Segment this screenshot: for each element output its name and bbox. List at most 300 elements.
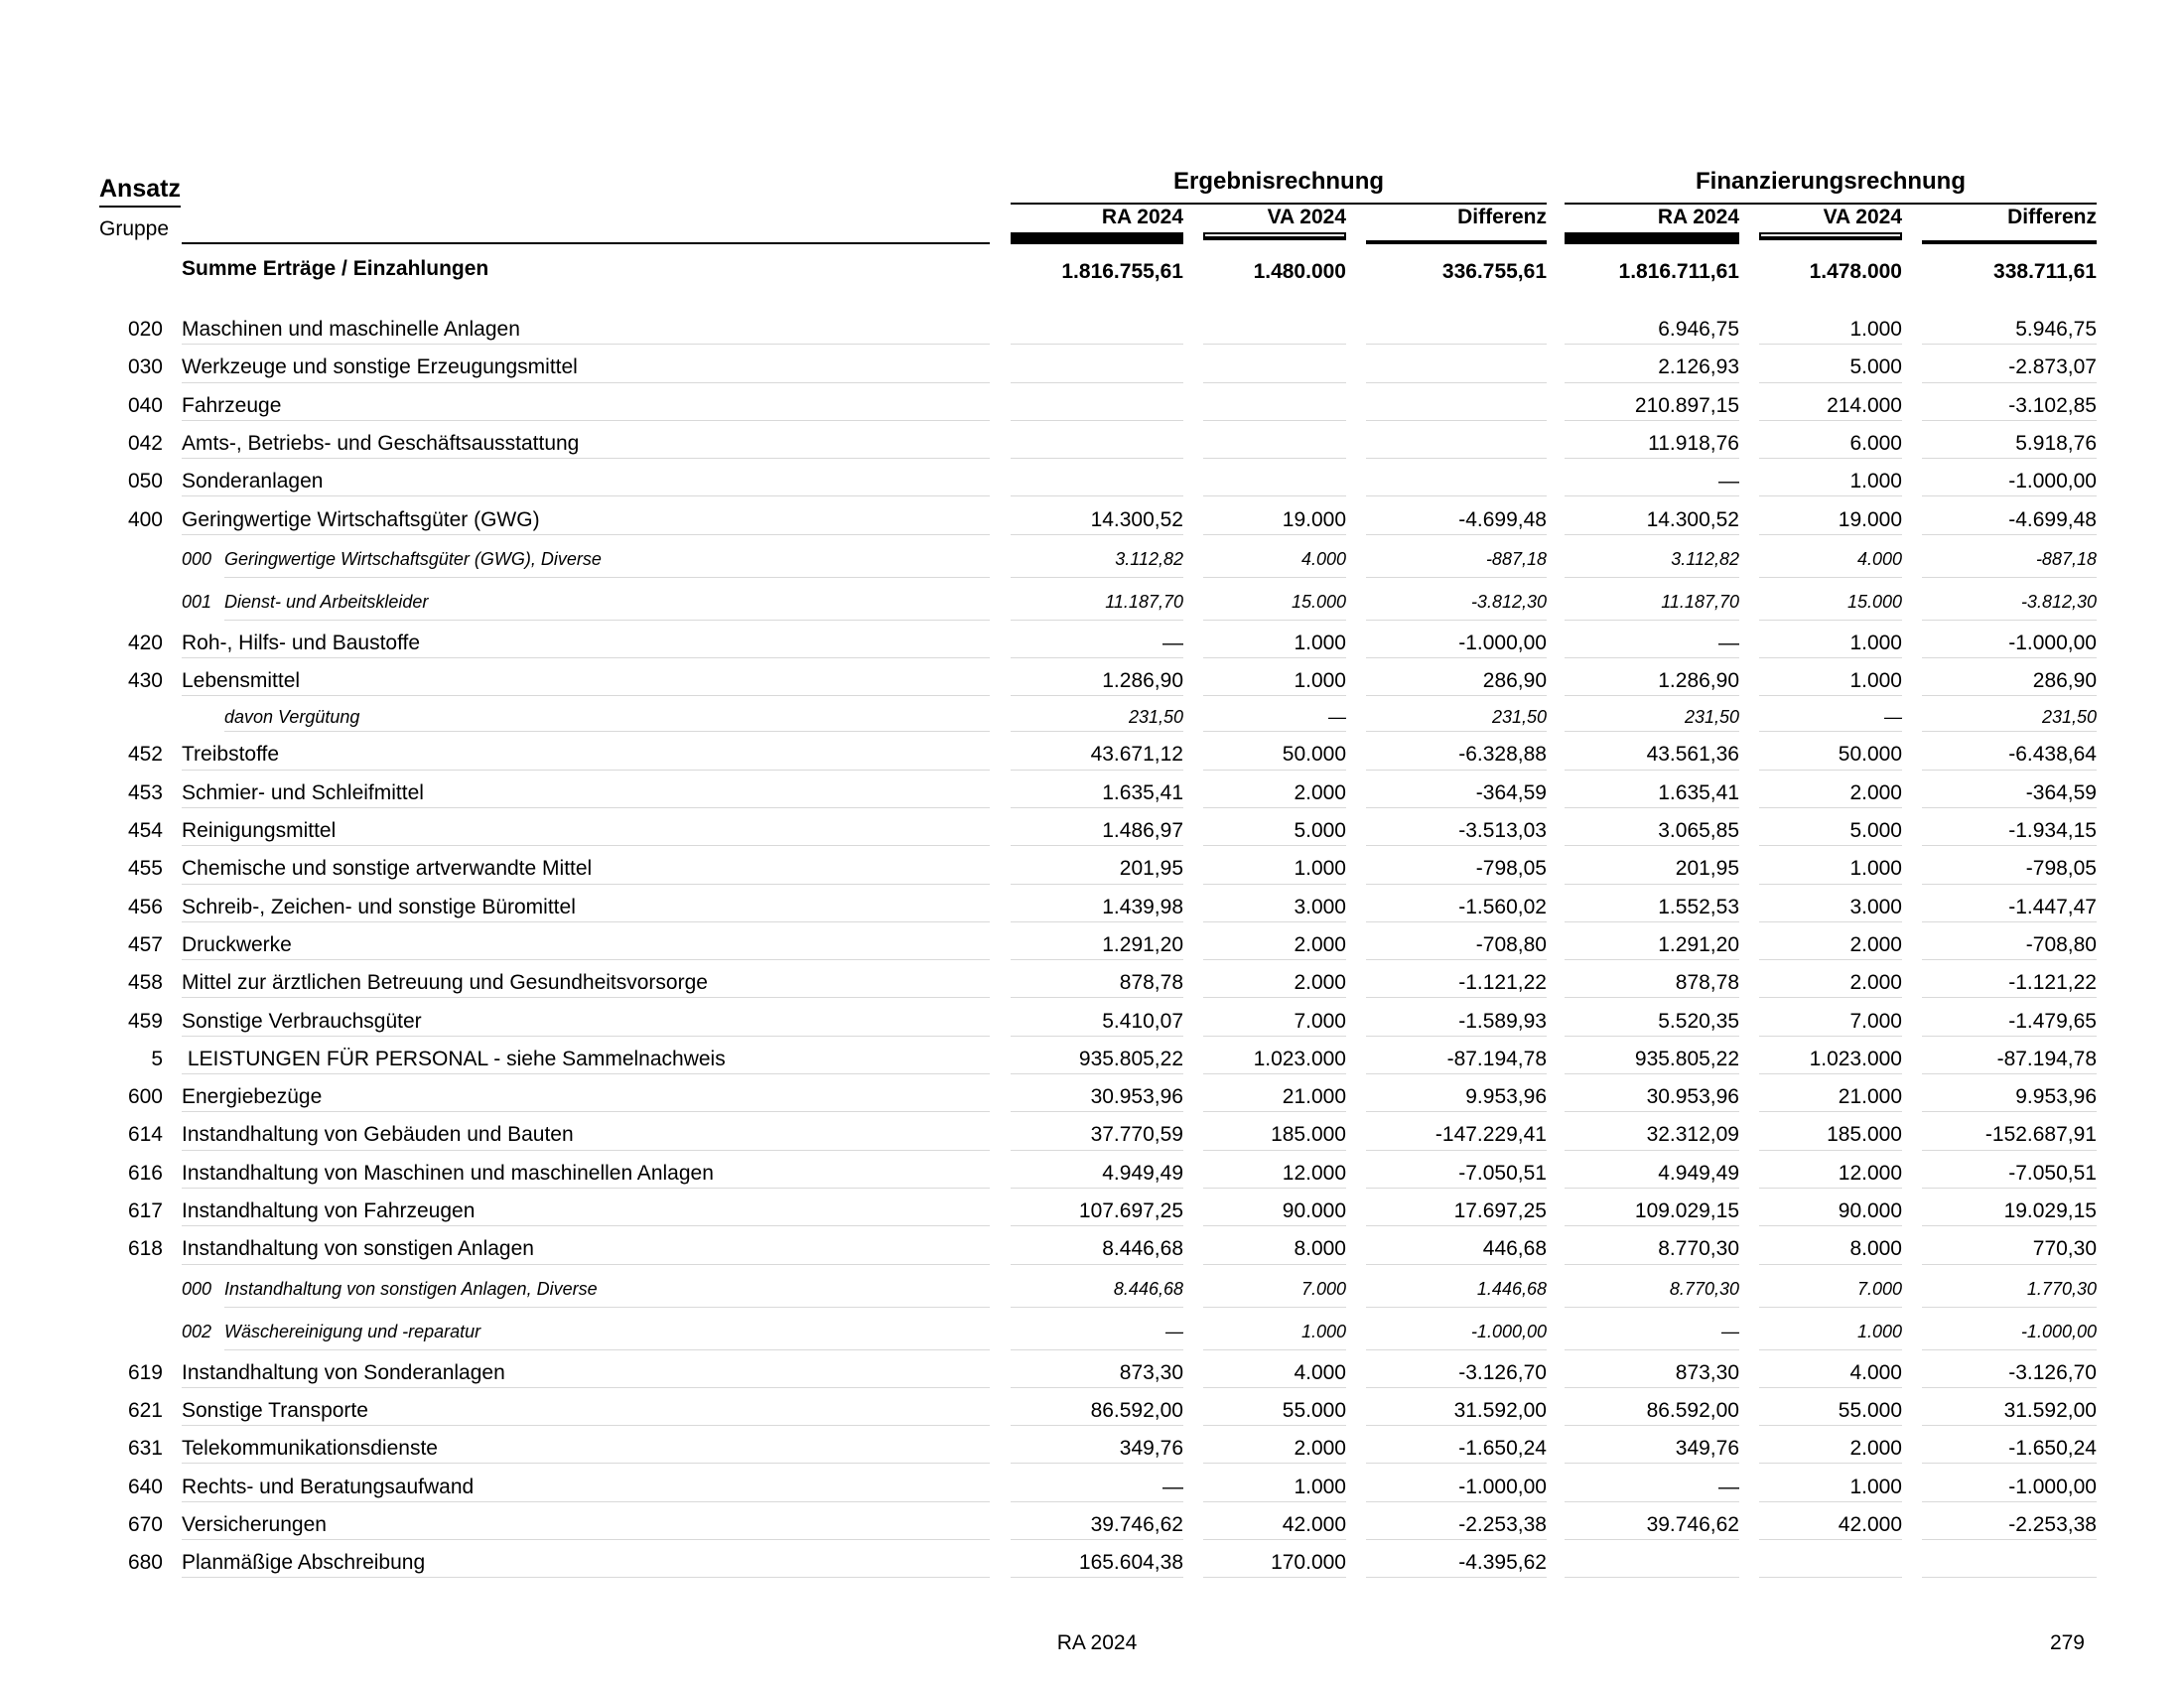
- cell-separator: [1922, 620, 2097, 621]
- cell-separator: [1011, 1150, 1183, 1151]
- row-code: 430: [127, 669, 163, 693]
- cell-fr-ra: 3.065,85: [1658, 819, 1739, 842]
- cell-separator: [1922, 1264, 2097, 1265]
- row-code: 453: [127, 780, 163, 804]
- cell-separator: [1011, 770, 1183, 771]
- row-label: Schreib-, Zeichen- und sonstige Büromittel: [182, 895, 576, 918]
- cell-er-ra: 878,78: [1119, 971, 1183, 995]
- cell-separator: [1922, 420, 2097, 421]
- cell-separator: [1565, 1539, 1739, 1540]
- cell-separator: [1366, 1188, 1547, 1189]
- cell-er-ra: 86.592,00: [1090, 1398, 1183, 1422]
- cell-separator: [1203, 997, 1346, 998]
- cell-separator: [1366, 1073, 1547, 1074]
- cell-separator: [1203, 657, 1346, 658]
- cell-fr-diff: -4.699,48: [2008, 507, 2097, 531]
- cell-separator: [1759, 1577, 1902, 1578]
- cell-er-va: 1.000: [1294, 1475, 1346, 1498]
- cell-separator: [1565, 1425, 1739, 1426]
- cell-separator: [1922, 845, 2097, 846]
- cell-separator: [1203, 620, 1346, 621]
- row-label: Instandhaltung von Sonderanlagen: [182, 1360, 505, 1384]
- table-row: [0, 423, 2184, 461]
- table-row: [0, 1467, 2184, 1504]
- cell-separator: [1203, 495, 1346, 496]
- cell-er-diff: 446,68: [1482, 1237, 1547, 1261]
- cell-separator: [1759, 1349, 1902, 1350]
- cell-separator: [1011, 731, 1183, 732]
- cell-er-ra: 107.697,25: [1078, 1199, 1183, 1222]
- cell-separator: [1565, 997, 1739, 998]
- row-label: Energiebezüge: [182, 1085, 323, 1109]
- group-ergebnisrechnung: Ergebnisrechnung: [1172, 168, 1385, 195]
- cell-separator: [1565, 1463, 1739, 1464]
- row-code: 617: [127, 1199, 163, 1222]
- cell-separator: [1759, 884, 1902, 885]
- row-label: Amts-, Betriebs- und Geschäftsausstattung: [182, 431, 580, 455]
- cell-separator: [1759, 770, 1902, 771]
- cell-separator: [1759, 1425, 1902, 1426]
- cell-separator: [1759, 420, 1902, 421]
- label-separator: [182, 1225, 990, 1226]
- cell-separator: [1366, 884, 1547, 885]
- column-header-bar-er-va: [1203, 232, 1346, 240]
- cell-separator: [1565, 420, 1739, 421]
- cell-er-ra: 201,95: [1119, 857, 1183, 881]
- cell-separator: [1203, 1225, 1346, 1226]
- table-row: [0, 1039, 2184, 1076]
- row-label: Versicherungen: [182, 1512, 327, 1536]
- row-label: Maschinen und maschinelle Anlagen: [182, 318, 520, 341]
- cell-er-va: 42.000: [1282, 1512, 1346, 1536]
- cell-fr-diff: -1.000,00: [2008, 1475, 2097, 1498]
- cell-fr-va: 7.000: [1856, 1278, 1902, 1299]
- cell-er-diff: -798,05: [1475, 857, 1547, 881]
- cell-separator: [1759, 657, 1902, 658]
- cell-separator: [1203, 382, 1346, 383]
- row-code: 459: [127, 1009, 163, 1033]
- cell-separator: [1203, 1501, 1346, 1502]
- row-code: 5: [151, 1047, 163, 1070]
- cell-separator: [1011, 495, 1183, 496]
- total-row: [0, 257, 2184, 309]
- cell-separator: [1203, 1307, 1346, 1308]
- cell-separator: [1011, 959, 1183, 960]
- table-row: [0, 848, 2184, 886]
- column-header-fr-va: VA 2024: [1823, 206, 1902, 228]
- cell-separator: [1922, 1539, 2097, 1540]
- cell-separator: [1565, 921, 1739, 922]
- cell-fr-va: 1.478.000: [1809, 260, 1902, 283]
- row-label: Roh-, Hilfs- und Baustoffe: [182, 631, 421, 654]
- cell-er-va: —: [1328, 707, 1346, 728]
- cell-separator: [1203, 1387, 1346, 1388]
- cell-fr-diff: 231,50: [2041, 707, 2097, 728]
- cell-separator: [1203, 807, 1346, 808]
- cell-fr-va: 6.000: [1849, 431, 1902, 455]
- cell-er-diff: -1.121,22: [1458, 971, 1547, 995]
- cell-separator: [1203, 420, 1346, 421]
- cell-er-ra: 11.187,70: [1105, 591, 1183, 612]
- row-code: 452: [127, 743, 163, 767]
- cell-separator: [1922, 807, 2097, 808]
- label-separator: [182, 1036, 990, 1037]
- ansatz-underline: [99, 206, 181, 208]
- label-separator: [182, 1577, 990, 1578]
- cell-separator: [1565, 577, 1739, 578]
- page-number: 279: [2049, 1631, 2085, 1654]
- row-code: 616: [127, 1161, 163, 1185]
- cell-er-va: 2.000: [1294, 971, 1346, 995]
- cell-er-diff: 17.697,25: [1453, 1199, 1547, 1222]
- cell-er-ra: 165.604,38: [1078, 1551, 1183, 1575]
- row-label: Instandhaltung von sonstigen Anlagen: [182, 1237, 534, 1261]
- cell-separator: [1366, 344, 1547, 345]
- cell-separator: [1565, 1188, 1739, 1189]
- cell-er-diff: -3.513,03: [1458, 819, 1547, 842]
- cell-separator: [1366, 1225, 1547, 1226]
- cell-separator: [1366, 382, 1547, 383]
- cell-separator: [1203, 1425, 1346, 1426]
- cell-er-diff: -6.328,88: [1458, 743, 1547, 767]
- cell-fr-va: 185.000: [1827, 1123, 1902, 1147]
- table-row: [0, 1504, 2184, 1542]
- cell-fr-diff: -3.812,30: [2020, 591, 2097, 612]
- row-code: 042: [127, 431, 163, 455]
- column-header-fr-diff: Differenz: [2007, 206, 2097, 228]
- cell-separator: [1565, 884, 1739, 885]
- cell-fr-diff: -1.934,15: [2008, 819, 2097, 842]
- cell-separator: [1565, 1225, 1739, 1226]
- cell-separator: [1759, 1225, 1902, 1226]
- cell-fr-va: 1.000: [1849, 318, 1902, 341]
- cell-fr-va: 2.000: [1849, 780, 1902, 804]
- cell-fr-ra: 3.112,82: [1671, 548, 1739, 569]
- cell-fr-va: 1.000: [1849, 669, 1902, 693]
- label-separator: [182, 344, 990, 345]
- cell-separator: [1203, 577, 1346, 578]
- cell-er-va: 1.480.000: [1253, 260, 1346, 283]
- cell-separator: [1565, 1387, 1739, 1388]
- label-separator: [182, 695, 990, 696]
- row-code: 002: [182, 1321, 212, 1341]
- cell-separator: [1759, 695, 1902, 696]
- label-separator: [182, 1539, 990, 1540]
- cell-separator: [1759, 845, 1902, 846]
- table-row: [0, 810, 2184, 848]
- cell-er-diff: -1.589,93: [1458, 1009, 1547, 1033]
- cell-separator: [1011, 921, 1183, 922]
- cell-fr-va: 5.000: [1849, 355, 1902, 379]
- cell-fr-diff: 338.711,61: [1993, 260, 2097, 283]
- row-label: Werkzeuge und sonstige Erzeugungsmittel: [182, 355, 578, 379]
- row-label: Instandhaltung von Fahrzeugen: [182, 1199, 476, 1222]
- cell-separator: [1565, 959, 1739, 960]
- cell-fr-va: 1.000: [1856, 1321, 1902, 1341]
- cell-separator: [1011, 534, 1183, 535]
- cell-fr-va: 2.000: [1849, 1437, 1902, 1461]
- row-code: 457: [127, 932, 163, 956]
- label-separator: [182, 534, 990, 535]
- cell-separator: [1011, 458, 1183, 459]
- cell-er-va: 3.000: [1294, 895, 1346, 918]
- label-separator: [182, 770, 990, 771]
- sub-row: [0, 1267, 2184, 1310]
- cell-separator: [1011, 1463, 1183, 1464]
- cell-fr-diff: -2.253,38: [2008, 1512, 2097, 1536]
- cell-er-diff: -364,59: [1475, 780, 1547, 804]
- row-code: 619: [127, 1360, 163, 1384]
- cell-fr-diff: -3.126,70: [2008, 1360, 2097, 1384]
- cell-separator: [1759, 344, 1902, 345]
- cell-separator: [1565, 731, 1739, 732]
- cell-separator: [1203, 1188, 1346, 1189]
- cell-er-diff: 31.592,00: [1453, 1398, 1547, 1422]
- row-code: 454: [127, 819, 163, 842]
- cell-er-diff: -4.699,48: [1458, 507, 1547, 531]
- cell-separator: [1922, 1463, 2097, 1464]
- cell-separator: [1922, 884, 2097, 885]
- cell-fr-va: 1.000: [1849, 857, 1902, 881]
- cell-separator: [1366, 1111, 1547, 1112]
- cell-fr-ra: 873,30: [1675, 1360, 1739, 1384]
- table-row: [0, 499, 2184, 537]
- cell-separator: [1922, 1501, 2097, 1502]
- cell-separator: [1011, 1349, 1183, 1350]
- cell-separator: [1922, 1111, 2097, 1112]
- cell-fr-diff: 9.953,96: [2015, 1085, 2097, 1109]
- cell-separator: [1011, 1425, 1183, 1426]
- cell-fr-ra: —: [1721, 1321, 1739, 1341]
- label-separator: [182, 959, 990, 960]
- row-code: 455: [127, 857, 163, 881]
- label-separator: [182, 1188, 990, 1189]
- cell-fr-ra: 1.816.711,61: [1618, 260, 1739, 283]
- cell-separator: [1011, 577, 1183, 578]
- cell-separator: [1203, 695, 1346, 696]
- cell-er-diff: -1.000,00: [1470, 1321, 1547, 1341]
- cell-separator: [1011, 420, 1183, 421]
- table-row: [0, 623, 2184, 660]
- cell-separator: [1565, 620, 1739, 621]
- cell-er-diff: 1.446,68: [1476, 1278, 1547, 1299]
- cell-fr-diff: -87.194,78: [1996, 1047, 2097, 1070]
- cell-separator: [1759, 1264, 1902, 1265]
- cell-separator: [1922, 695, 2097, 696]
- label-separator: [182, 1073, 990, 1074]
- cell-fr-diff: -152.687,91: [1984, 1123, 2097, 1147]
- table-row: [0, 924, 2184, 962]
- label-column-rule: [182, 242, 990, 244]
- label-separator: [182, 495, 990, 496]
- cell-er-va: 2.000: [1294, 1437, 1346, 1461]
- row-code: 020: [127, 318, 163, 341]
- row-label: Geringwertige Wirtschaftsgüter (GWG): [182, 507, 540, 531]
- table-row: [0, 385, 2184, 423]
- cell-fr-va: 5.000: [1849, 819, 1902, 842]
- cell-er-ra: 39.746,62: [1090, 1512, 1183, 1536]
- cell-er-diff: -3.812,30: [1470, 591, 1547, 612]
- cell-separator: [1203, 1539, 1346, 1540]
- cell-er-ra: 37.770,59: [1090, 1123, 1183, 1147]
- cell-fr-ra: 11.918,76: [1648, 431, 1739, 455]
- cell-separator: [1366, 1501, 1547, 1502]
- cell-fr-diff: 770,30: [2032, 1237, 2097, 1261]
- cell-er-diff: -887,18: [1485, 548, 1547, 569]
- cell-separator: [1366, 657, 1547, 658]
- cell-er-diff: -1.000,00: [1458, 1475, 1547, 1498]
- row-label: Instandhaltung von sonstigen Anlagen, Diverse: [224, 1278, 598, 1299]
- sub-row: [0, 1310, 2184, 1352]
- table-row: [0, 1153, 2184, 1191]
- cell-fr-va: 2.000: [1849, 932, 1902, 956]
- cell-er-va: 185.000: [1271, 1123, 1346, 1147]
- label-separator: [182, 1425, 990, 1426]
- cell-separator: [1922, 657, 2097, 658]
- cell-separator: [1922, 1188, 2097, 1189]
- sub-row: [0, 580, 2184, 623]
- cell-fr-ra: 1.291,20: [1658, 932, 1739, 956]
- cell-fr-ra: 4.949,49: [1658, 1161, 1739, 1185]
- cell-separator: [1366, 1349, 1547, 1350]
- cell-er-diff: -2.253,38: [1458, 1512, 1547, 1536]
- cell-separator: [1011, 344, 1183, 345]
- cell-separator: [1922, 1150, 2097, 1151]
- cell-separator: [1922, 997, 2097, 998]
- group-finanzierungsrechnung: Finanzierungsrechnung: [1695, 168, 1966, 195]
- row-label: Fahrzeuge: [182, 393, 282, 417]
- cell-separator: [1565, 495, 1739, 496]
- cell-separator: [1759, 1307, 1902, 1308]
- label-separator: [224, 1349, 990, 1350]
- cell-separator: [1759, 959, 1902, 960]
- cell-separator: [1565, 695, 1739, 696]
- row-code: 000: [182, 1278, 212, 1299]
- cell-separator: [1565, 1264, 1739, 1265]
- column-header-bar-fr-diff: [1922, 240, 2097, 244]
- table-row: [0, 461, 2184, 498]
- cell-separator: [1759, 1387, 1902, 1388]
- cell-fr-ra: 935.805,22: [1634, 1047, 1739, 1070]
- cell-separator: [1011, 1188, 1183, 1189]
- cell-separator: [1565, 1501, 1739, 1502]
- cell-separator: [1759, 921, 1902, 922]
- cell-separator: [1759, 1073, 1902, 1074]
- cell-separator: [1203, 344, 1346, 345]
- cell-separator: [1366, 845, 1547, 846]
- cell-fr-va: 1.000: [1849, 470, 1902, 493]
- cell-separator: [1565, 845, 1739, 846]
- cell-separator: [1565, 1150, 1739, 1151]
- cell-separator: [1203, 845, 1346, 846]
- cell-er-va: 90.000: [1282, 1199, 1346, 1222]
- cell-fr-ra: 6.946,75: [1658, 318, 1739, 341]
- cell-fr-diff: -6.438,64: [2008, 743, 2097, 767]
- label-separator: [182, 1150, 990, 1151]
- row-code: 030: [127, 355, 163, 379]
- cell-separator: [1759, 1463, 1902, 1464]
- cell-er-diff: -1.000,00: [1458, 631, 1547, 654]
- cell-separator: [1759, 1036, 1902, 1037]
- cell-fr-va: 12.000: [1838, 1161, 1902, 1185]
- cell-fr-ra: 30.953,96: [1646, 1085, 1739, 1109]
- cell-fr-diff: -3.102,85: [2008, 393, 2097, 417]
- cell-er-va: 5.000: [1294, 819, 1346, 842]
- cell-separator: [1203, 458, 1346, 459]
- cell-separator: [1922, 770, 2097, 771]
- cell-fr-va: 55.000: [1838, 1398, 1902, 1422]
- cell-er-va: 19.000: [1282, 507, 1346, 531]
- cell-separator: [1922, 577, 2097, 578]
- cell-separator: [1203, 884, 1346, 885]
- cell-er-diff: -87.194,78: [1446, 1047, 1547, 1070]
- sub-row: [0, 537, 2184, 580]
- label-separator: [182, 1111, 990, 1112]
- cell-separator: [1565, 1036, 1739, 1037]
- table-row: [0, 1076, 2184, 1114]
- row-label: Druckwerke: [182, 932, 292, 956]
- cell-separator: [1759, 458, 1902, 459]
- cell-fr-ra: —: [1718, 470, 1739, 493]
- cell-er-ra: 1.486,97: [1102, 819, 1183, 842]
- cell-separator: [1203, 534, 1346, 535]
- row-label: davon Vergütung: [224, 707, 360, 728]
- cell-fr-va: 50.000: [1838, 743, 1902, 767]
- label-separator: [182, 1463, 990, 1464]
- row-code: 670: [127, 1512, 163, 1536]
- cell-separator: [1922, 458, 2097, 459]
- cell-separator: [1565, 770, 1739, 771]
- cell-er-ra: 3.112,82: [1115, 548, 1183, 569]
- cell-fr-va: 4.000: [1849, 1360, 1902, 1384]
- cell-er-diff: -4.395,62: [1458, 1551, 1547, 1575]
- cell-separator: [1759, 1150, 1902, 1151]
- cell-separator: [1366, 1307, 1547, 1308]
- column-header-er-diff: Differenz: [1457, 206, 1547, 228]
- label-separator: [182, 845, 990, 846]
- cell-er-va: 1.023.000: [1253, 1047, 1346, 1070]
- cell-fr-ra: 39.746,62: [1646, 1512, 1739, 1536]
- cell-separator: [1922, 1349, 2097, 1350]
- cell-fr-diff: -1.000,00: [2008, 470, 2097, 493]
- table-row: [0, 1114, 2184, 1152]
- cell-er-va: 7.000: [1294, 1009, 1346, 1033]
- cell-fr-va: 15.000: [1846, 591, 1902, 612]
- cell-fr-diff: -364,59: [2025, 780, 2097, 804]
- cell-separator: [1565, 382, 1739, 383]
- cell-er-ra: 935.805,22: [1078, 1047, 1183, 1070]
- table-row: [0, 734, 2184, 772]
- cell-separator: [1366, 1264, 1547, 1265]
- cell-er-diff: -3.126,70: [1458, 1360, 1547, 1384]
- cell-separator: [1011, 1539, 1183, 1540]
- cell-separator: [1203, 1463, 1346, 1464]
- cell-fr-ra: 2.126,93: [1658, 355, 1739, 379]
- cell-fr-ra: 32.312,09: [1646, 1123, 1739, 1147]
- cell-separator: [1011, 1111, 1183, 1112]
- row-code: 640: [127, 1475, 163, 1498]
- label-separator: [224, 731, 990, 732]
- cell-fr-diff: 286,90: [2032, 669, 2097, 693]
- cell-separator: [1011, 1501, 1183, 1502]
- cell-fr-diff: -1.121,22: [2008, 971, 2097, 995]
- cell-er-va: 1.000: [1294, 857, 1346, 881]
- label-separator: [182, 1264, 990, 1265]
- cell-fr-ra: —: [1718, 1475, 1739, 1498]
- cell-separator: [1759, 807, 1902, 808]
- cell-er-va: 4.000: [1300, 548, 1346, 569]
- cell-separator: [1759, 1501, 1902, 1502]
